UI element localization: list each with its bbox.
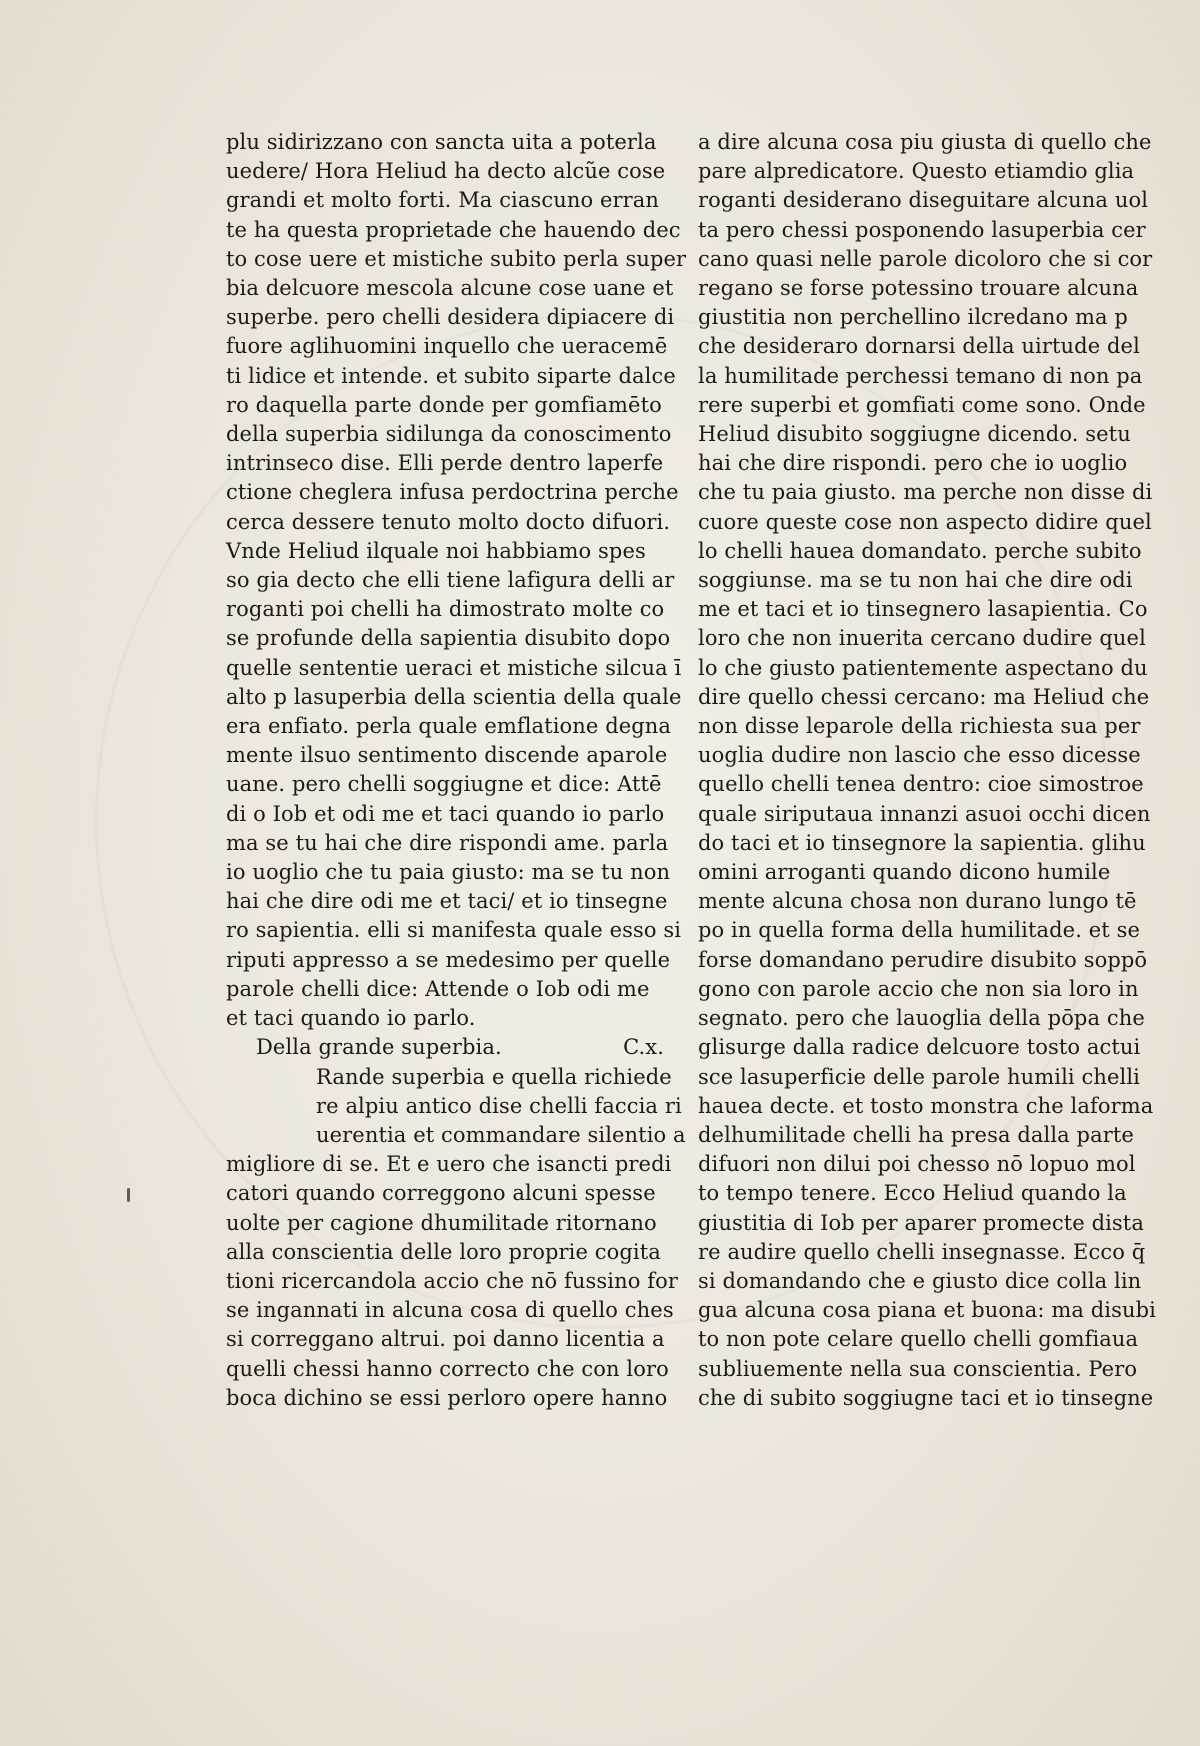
text-line: quelli chessi hanno correcto che con loro (226, 1356, 669, 1381)
text-line: superbe. pero chelli desidera dipiacere di (226, 305, 675, 330)
margin-ink-mark (127, 1188, 130, 1202)
text-line: intrinseco dise. Elli perde dentro laperfe (226, 451, 664, 476)
text-line: difuori non dilui poi chesso nō lopuo mol (698, 1152, 1136, 1177)
right-column-body (698, 128, 1156, 1413)
text-line: loro che non inuerita cercano dudire quel (698, 626, 1146, 651)
text-line: migliore di se. Et e uero che isancti predi (226, 1152, 672, 1177)
text-line: me et taci et io tinsegnero lasapientia. Co (698, 597, 1148, 622)
text-line: quello chelli tenea dentro: cioe simostroe (698, 772, 1144, 797)
text-line: ma se tu hai che dire rispondi ame. parla (226, 830, 669, 855)
text-line: et taci quando io parlo. (226, 1006, 476, 1031)
text-line: soggiunse. ma se tu non hai che dire odi (698, 568, 1133, 593)
text-line: quelle sententie ueraci et mistiche silcua ī (226, 655, 682, 680)
text-line: la humilitade perchessi temano di non pa (698, 363, 1143, 388)
text-line: roganti poi chelli ha dimostrato molte co (226, 597, 665, 622)
text-line: si correggano altrui. poi danno licentia a (226, 1327, 665, 1352)
text-line: che tu paia giusto. ma perche non disse di (698, 480, 1153, 505)
text-line: to cose uere et mistiche subito perla super (226, 246, 687, 271)
text-line: alto p lasuperbia della scientia della quale (226, 684, 682, 709)
text-line: rere superbi et gomfiati come sono. Onde (698, 392, 1146, 417)
text-line: uane. pero chelli soggiugne et dice: Attē (226, 772, 662, 797)
text-line: cerca dessere tenuto molto docto difuori. (226, 509, 671, 534)
text-line: plu sidirizzano con sancta uita a poterla (226, 130, 657, 154)
text-line: che desideraro dornarsi della uirtude del (698, 334, 1140, 359)
text-line: alla conscientia delle loro proprie cogita (226, 1239, 661, 1264)
text-line: gono con parole accio che non sia loro in (698, 976, 1139, 1001)
text-line: hai che dire rispondi. pero che io uoglio (698, 451, 1128, 476)
text-line: se ingannati in alcuna cosa di quello ches (226, 1298, 674, 1323)
text-line: sce lasuperficie delle parole humili chelli (698, 1064, 1140, 1089)
left-column-body (226, 128, 687, 1033)
text-line: uolte per cagione dhumilitade ritornano (226, 1210, 657, 1235)
text-line: mente ilsuo sentimento discende aparole (226, 743, 668, 768)
text-line: giustitia di Iob per aparer promecte dista (698, 1210, 1144, 1235)
text-line: gua alcuna cosa piana et buona: ma disubi (698, 1298, 1156, 1323)
text-line: ta pero chessi posponendo lasuperbia cer (698, 217, 1146, 242)
text-line: bia delcuore mescola alcune cose uane et (226, 276, 674, 301)
text-line: boca dichino se essi perloro opere hanno (226, 1385, 668, 1410)
right-text-column (698, 128, 1156, 1413)
text-line: delhumilitade chelli ha presa dalla parte (698, 1122, 1134, 1147)
text-line: to non pote celare quello chelli gomfiaua (698, 1327, 1139, 1352)
text-line: re audire quello chelli insegnasse. Ecco q̄ (698, 1239, 1146, 1264)
text-line: catori quando correggono alcuni spesse (226, 1181, 656, 1206)
text-line: uoglia dudire non lascio che esso dicesse (698, 743, 1141, 768)
text-line: fuore aglihuomini inquello che ueracemē (226, 334, 668, 359)
text-line: ti lidice et intende. et subito siparte dalce (226, 363, 676, 388)
chapter-number: C.x. (623, 1035, 664, 1060)
chapter-opening-lines (226, 1063, 686, 1151)
text-line: segnato. pero che lauoglia della pōpa che (698, 1006, 1145, 1031)
text-line: cuore queste cose non aspecto didire quel (698, 509, 1152, 534)
text-line: della superbia sidilunga da conoscimento (226, 422, 672, 447)
text-line: pare alpredicatore. Questo etiamdio glia (698, 159, 1135, 184)
text-line: ctione cheglera infusa perdoctrina perche (226, 480, 679, 505)
text-line: era enfiato. perla quale emflatione degna (226, 714, 672, 739)
text-line: forse domandano perudire disubito soppō (698, 947, 1148, 972)
text-line: do taci et io tinsegnore la sapientia. glihu (698, 830, 1146, 855)
text-line: hai che dire odi me et taci/ et io tinsegne (226, 889, 668, 914)
text-line: Rande superbia e quella richiede (316, 1064, 672, 1089)
text-line: to tempo tenere. Ecco Heliud quando la (698, 1181, 1127, 1206)
text-line: omini arroganti quando dicono humile (698, 860, 1111, 885)
text-line: che di subito soggiugne taci et io tinsegne (698, 1385, 1154, 1410)
chapter-title: Della grande superbia. (256, 1035, 502, 1060)
text-line: ro sapientia. elli si manifesta quale esso si (226, 918, 682, 943)
text-line: lo che giusto patientemente aspectano du (698, 655, 1148, 680)
left-column-continuation (226, 1150, 678, 1413)
text-line: uedere/ Hora Heliud ha decto alcũe cose (226, 159, 666, 184)
text-line: subliuemente nella sua conscientia. Pero (698, 1356, 1138, 1381)
text-line: re alpiu antico dise chelli faccia ri (316, 1093, 682, 1118)
text-line: si domandando che e giusto dice colla lin (698, 1268, 1142, 1293)
text-line: parole chelli dice: Attende o Iob odi me (226, 976, 650, 1001)
text-line: te ha questa proprietade che hauendo dec (226, 217, 681, 242)
left-text-column (226, 128, 687, 1413)
text-line: se profunde della sapientia disubito dopo (226, 626, 671, 651)
text-line: di o Iob et odi me et taci quando io parlo (226, 801, 665, 826)
text-line: regano se forse potessino trouare alcuna (698, 276, 1139, 301)
text-line: dire quello chessi cercano: ma Heliud che (698, 684, 1150, 709)
text-line: a dire alcuna cosa piu giusta di quello che (698, 130, 1152, 154)
text-line: quale siriputaua innanzi asuoi occhi dicen (698, 801, 1151, 826)
text-line: Heliud disubito soggiugne dicendo. setu (698, 422, 1131, 447)
chapter-heading (226, 1033, 666, 1062)
text-line: io uoglio che tu paia giusto: ma se tu non (226, 860, 671, 885)
text-line: Vnde Heliud ilquale noi habbiamo spes (226, 538, 646, 563)
text-line: riputi appresso a se medesimo per quelle (226, 947, 671, 972)
text-line: glisurge dalla radice delcuore tosto actui (698, 1035, 1141, 1060)
text-line: cano quasi nelle parole dicoloro che si cor (698, 246, 1153, 271)
text-line: ro daquella parte donde per gomfiamēto (226, 392, 662, 417)
text-line: giustitia non perchellino ilcredano ma p (698, 305, 1128, 330)
text-line: lo chelli hauea domandato. perche subito (698, 538, 1142, 563)
text-line: tioni ricercandola accio che nō fussino for (226, 1268, 678, 1293)
text-line: hauea decte. et tosto monstra che laforma (698, 1093, 1154, 1118)
text-line: grandi et molto forti. Ma ciascuno erran (226, 188, 660, 213)
text-line: uerentia et commandare silentio a (316, 1122, 686, 1147)
text-line: mente alcuna chosa non durano lungo tē (698, 889, 1137, 914)
text-line: so gia decto che elli tiene lafigura delli ar (226, 568, 675, 593)
text-line: roganti desiderano diseguitare alcuna uol (698, 188, 1149, 213)
text-line: non disse leparole della richiesta sua per (698, 714, 1141, 739)
text-line: po in quella forma della humilitade. et se (698, 918, 1141, 943)
